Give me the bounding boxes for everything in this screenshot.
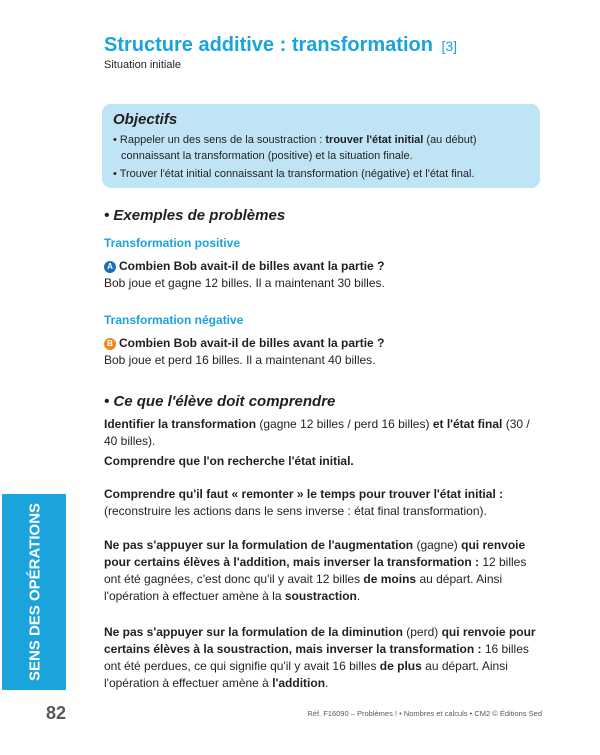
understand-p1: Identifier la transformation (gagne 12 billes / perd 16 billes) et l'état final (30 / 40 billes). xyxy=(104,417,530,448)
understand-p3: Comprendre qu'il faut « remonter » le temps pour trouver l'état initial : (reconstruire les actions dans le sens inverse : état final transformation). xyxy=(104,487,504,518)
problem-a-text: Bob joue et gagne 12 billes. Il a maintenant 30 billes. xyxy=(104,276,385,290)
examples-heading: • Exemples de problèmes xyxy=(104,207,286,224)
objective-item: • Rappeler un des sens de la soustraction : trouver l'état initial (au début) connaissant la transformation (positive) et la situation finale. xyxy=(113,134,477,162)
understand-heading: • Ce que l'élève doit comprendre xyxy=(104,393,336,410)
page-title: Structure additive : transformation [3] xyxy=(104,34,458,56)
negative-label: Transformation négative xyxy=(104,313,244,327)
section-sidebar xyxy=(2,494,66,690)
problem-a-question: A Combien Bob avait-il de billes avant la partie ? xyxy=(104,259,384,273)
sidebar-label: SENS DES OPÉRATIONS xyxy=(26,502,44,682)
objectives-box xyxy=(102,104,540,188)
problem-b-question: B Combien Bob avait-il de billes avant la partie ? xyxy=(104,336,384,350)
badge-b-icon: B xyxy=(104,338,116,350)
understand-p2: Comprendre que l'on recherche l'état initial. xyxy=(104,454,354,468)
page-number: 82 xyxy=(46,703,67,723)
problem-b-text: Bob joue et perd 16 billes. Il a maintenant 40 billes. xyxy=(104,353,376,367)
positive-label: Transformation positive xyxy=(104,236,241,250)
badge-a-icon: A xyxy=(104,261,116,273)
page-subtitle: Situation initiale xyxy=(104,59,182,71)
objectives-heading: Objectifs xyxy=(113,111,178,128)
understand-p5: Ne pas s'appuyer sur la formulation de la diminution (perd) qui renvoie pour certains élèves à la soustraction, mais inverser la transformation : 16 billes ont été perdues, ce qui signifie qu'il y avait 16 billes de plus au départ. Ainsi l'opération à effectuer amène à l'addition. xyxy=(104,625,536,690)
objective-item: • Trouver l'état initial connaissant la transformation (négative) et l'état final. xyxy=(113,168,475,180)
footer-reference: Réf. F16090 – Problèmes ! • Nombres et calculs • CM2 © Éditions Sed xyxy=(307,709,542,718)
understand-p4: Ne pas s'appuyer sur la formulation de l'augmentation (gagne) qui renvoie pour certains élèves à l'addition, mais inverser la transformation : 12 billes ont été gagnées, c'est donc qu'il y avait 12 billes de moins au départ. Ainsi l'opération à effectuer amène à la soustraction. xyxy=(104,538,527,603)
title-number: [3] xyxy=(441,38,458,54)
